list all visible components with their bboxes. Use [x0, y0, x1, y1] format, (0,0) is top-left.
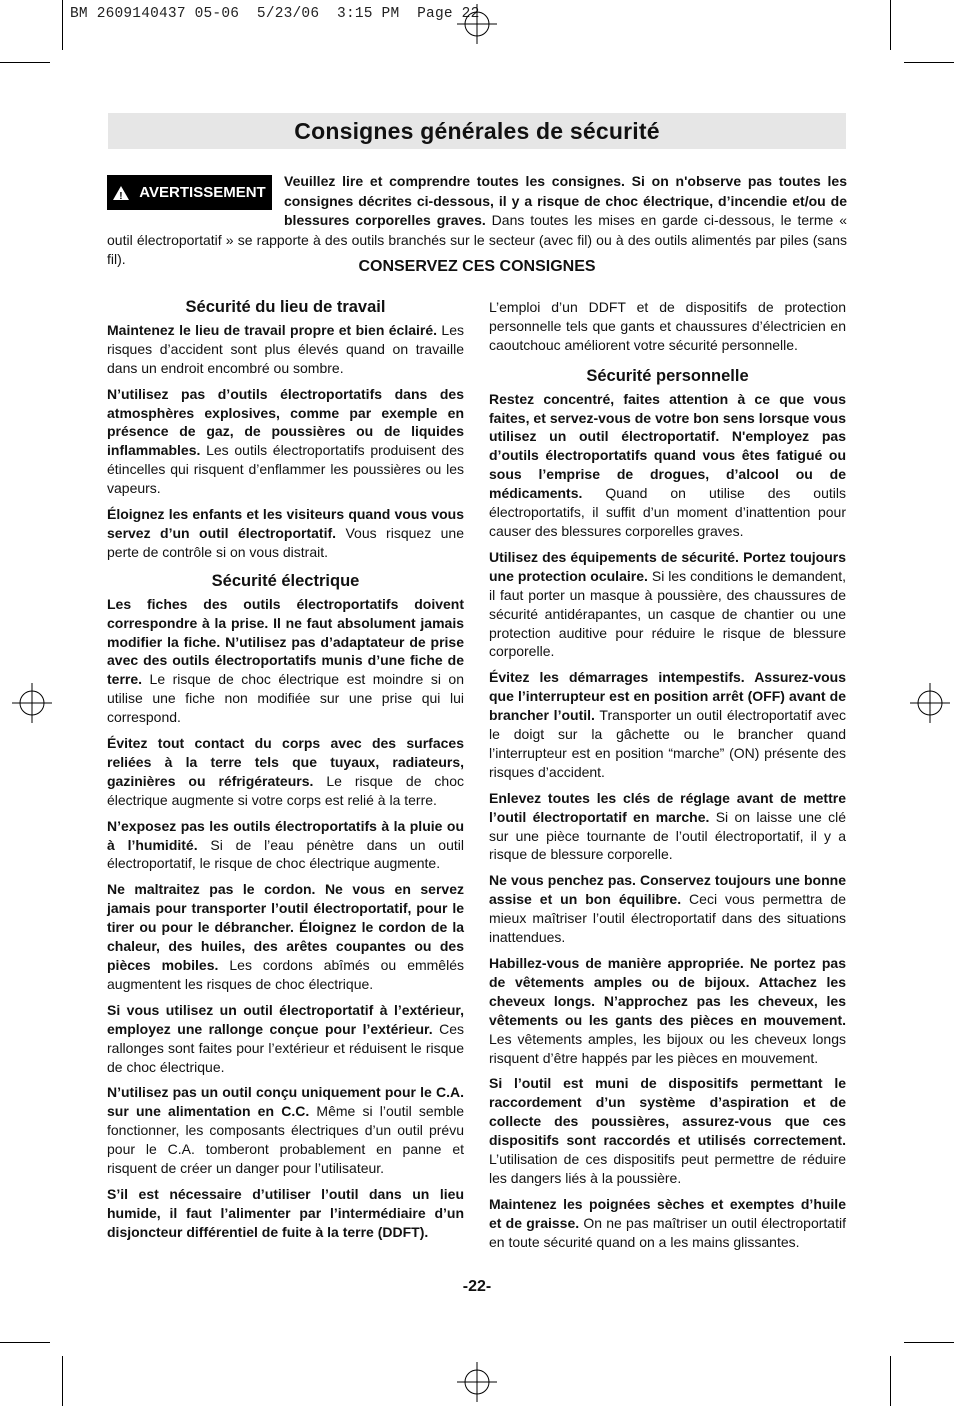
paragraph: S’il est nécessaire d’utiliser l’outil dans un lieu humide, il faut l’alimenter par l’intermédiaire d’un disjoncteur différentiel de fuite à la terre (DDFT).	[107, 1185, 464, 1240]
paragraph: Les fiches des outils électroportatifs doivent correspondre à la prise. Il ne faut absolument jamais modifier la fiche. N’utilisez pas d’adaptateur de prise avec des outils électroportatifs munis d’une fiche de terre. Le risque de choc électrique est moindre si on utilise une fiche non modifiée sur une prise qui lui correspond.	[107, 595, 464, 726]
crop-mark	[62, 0, 63, 50]
warning-badge-label: AVERTISSEMENT	[139, 183, 266, 201]
crop-mark	[904, 1342, 954, 1343]
page-title: Consignes générales de sécurité	[294, 118, 660, 144]
warning-bold-text: Veuillez lire et comprendre toutes les consignes. Si on n'observe pas toutes les consignes décrites ci-dessous, il y a risque de choc électrique, d’incendie et/ou de blessures corporelles graves.	[284, 173, 847, 228]
registration-mark-icon	[457, 4, 497, 44]
paragraph: Maintenez le lieu de travail propre et bien éclairé. Les risques d’accident sont plus élevés quand on travaille dans un endroit encombré ou sombre.	[107, 321, 464, 376]
paragraph: N’utilisez pas d’outils électroportatifs dans des atmosphères explosives, comme par exemple en présence de gaz, de poussières ou de liquides inflammables. Les outils électroportatifs produisent des étincelles qui risquent d’enflammer les poussières ou les vapeurs.	[107, 385, 464, 497]
registration-mark-icon	[12, 683, 52, 723]
right-column	[489, 298, 846, 1259]
section-heading: Sécurité du lieu de travail	[185, 298, 386, 316]
warning-text: Dans toutes les mises en garde ci-dessous, le terme « outil électroportatif » se rapporte à des outils branchés sur le secteur (avec fil) ou à des outils alimentés par piles (sans fil).	[107, 212, 847, 267]
crop-mark	[890, 0, 891, 50]
registration-mark-icon	[457, 1362, 497, 1402]
warning-intro	[107, 172, 847, 270]
paragraph: Utilisez des équipements de sécurité. Portez toujours une protection oculaire. Si les conditions le demandent, il faut porter un masque à poussière, des chaussures de sécurité antidérapantes, un casque de chantier ou une protection auditive pour réduire le risque de blessure corporelle.	[489, 548, 846, 660]
paragraph: N’exposez pas les outils électroportatifs à la pluie ou à l’humidité. Si de l’eau pénètre dans un outil électroportatif, le risque de choc électrique augmente.	[107, 817, 464, 872]
keep-instructions-heading: CONSERVEZ CES CONSIGNES	[358, 258, 596, 275]
crop-mark	[904, 62, 954, 63]
left-column	[107, 298, 464, 1249]
paragraph: Si l’outil est muni de dispositifs permettant le raccordement d’un système d’aspiration et de collecte des poussières, assurez-vous que ces dispositifs sont raccordés et utilisés correctement. L’utilisation de ces dispositifs peut permettre de réduire les dangers liés à la poussière.	[489, 1075, 846, 1186]
paragraph: Si vous utilisez un outil électroportatif à l’extérieur, employez une rallonge conçue pour l’extérieur. Ces rallonges sont faites pour l’extérieur et réduisent le risque de choc électrique.	[107, 1001, 464, 1075]
paragraph: L’emploi d’un DDFT et de dispositifs de protection personnelle tels que gants et chaussures d’électricien en caoutchouc améliorent votre sécurité personnelle.	[489, 299, 846, 353]
paragraph: Restez concentré, faites attention à ce que vous faites, et servez-vous de votre bon sens lorsque vous utilisez un outil électroportatif. N'employez pas d’outils électroportatifs quand vous êtes fatigué ou sous l’emprise de drogues, d’alcool ou de médicaments. Quand on utilise des outils électroportatifs, il suffit d’un moment d’inattention pour causer des blessures corporelles graves.	[489, 390, 846, 539]
warning-triangle-icon	[113, 186, 129, 200]
paragraph: Ne maltraitez pas le cordon. Ne vous en servez jamais pour transporter l’outil électroportatif, pour le tirer ou pour le débrancher. Éloignez le cordon de la chaleur, des huiles, des arêtes coupantes ou des pièces mobiles. Les cordons abîmés ou emmêlés augmentent les risques de choc électrique.	[107, 881, 464, 992]
crop-mark	[0, 62, 50, 63]
paragraph: N’utilisez pas un outil conçu uniquement pour le C.A. sur une alimentation en C.C. Même si l’outil semble fonctionner, les composants électriques d’un outil prévu pour le C.A. tomberont probablement en panne et risquent de créer un danger pour l’utilisateur.	[107, 1084, 464, 1177]
paragraph: Éloignez les enfants et les visiteurs quand vous vous servez d’un outil électroportatif. Vous risquez une perte de contrôle si on vous distrait.	[107, 506, 464, 560]
section-heading: Sécurité électrique	[211, 571, 360, 590]
print-slug: BM 2609140437 05-06 5/23/06 3:15 PM Page 22	[70, 6, 480, 22]
crop-mark	[890, 1356, 891, 1406]
title-bar	[108, 113, 846, 149]
paragraph: Ne vous penchez pas. Conservez toujours une bonne assise et un bon équilibre. Ceci vous permettra de mieux maîtriser l’outil électroportatif dans des situations inattendues.	[489, 872, 846, 946]
paragraph: Enlevez toutes les clés de réglage avant de mettre l’outil électroportatif en marche. Si on laisse une clé sur une pièce tournante de l’outil électroportatif, il y a risque de blessure corporelle.	[489, 789, 846, 863]
crop-mark	[0, 1342, 50, 1343]
warning-badge	[107, 175, 272, 210]
registration-mark-icon	[910, 683, 950, 723]
paragraph: Habillez-vous de manière appropriée. Ne portez pas de vêtements amples ou de bijoux. Attachez les cheveux longs. N’approchez pas les cheveux, les vêtements ou les gants des pièces en mouvement. Les vêtements amples, les bijoux ou les cheveux longs risquent d’être happés par les pièces en mouvement.	[489, 955, 846, 1066]
paragraph: Maintenez les poignées sèches et exemptes d’huile et de graisse. On ne pas maîtriser un outil électroportatif en toute sécurité quand on a les mains glissantes.	[489, 1195, 846, 1250]
page-number: -22-	[462, 1278, 492, 1295]
paragraph: Évitez tout contact du corps avec des surfaces reliées à la terre tels que tuyaux, radiateurs, gazinières ou réfrigérateurs. Le risque de choc électrique augmente si votre corps est relié à la terre.	[107, 735, 464, 808]
paragraph: Évitez les démarrages intempestifs. Assurez-vous que l’interrupteur est en position arrêt (OFF) avant de brancher l’outil. Transporter un outil électroportatif avec le doigt sur la gâchette ou le brancher quand l’interrupteur est en position “marche” (ON) présente des risques d’accident.	[489, 669, 847, 780]
crop-mark	[62, 1356, 63, 1406]
section-heading: Sécurité personnelle	[586, 366, 749, 385]
